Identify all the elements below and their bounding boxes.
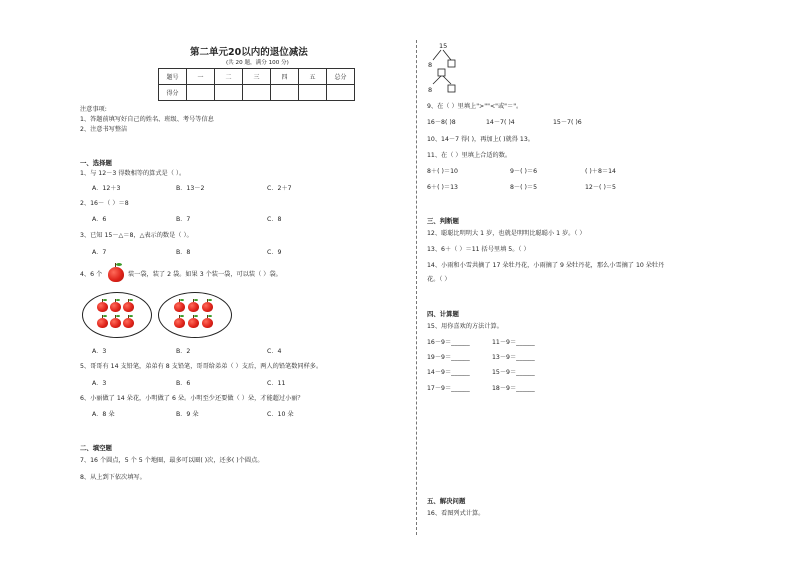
tree-left-number: 8: [428, 61, 433, 69]
option-c[interactable]: C．8: [267, 216, 282, 223]
calc-item[interactable]: 19－9＝______: [427, 354, 470, 361]
option-a[interactable]: A．12＋3: [92, 185, 121, 192]
calc-item[interactable]: 14－9＝______: [427, 369, 470, 376]
score-table-score-row: [159, 85, 355, 101]
answer-box: [448, 85, 455, 92]
notes-item: 2、注意书写整洁: [80, 126, 128, 133]
question-stem: 8、从上到下依次填写。: [80, 474, 146, 481]
page-title: 第二单元20以内的退位减法: [190, 47, 308, 58]
option-c[interactable]: C．4: [267, 348, 282, 355]
section-heading: 五、解决问题: [427, 497, 466, 505]
score-cell: 四: [271, 69, 299, 85]
option-a[interactable]: A．7: [92, 249, 107, 256]
apple-icon: [188, 318, 199, 328]
column-divider: [416, 40, 417, 535]
apple-icon: [123, 318, 134, 328]
score-cell: 总分: [327, 69, 355, 85]
question-stem[interactable]: 10、14－7 得( )，再加上( )就得 13。: [427, 136, 534, 143]
page-subtitle: (共 20 题，满分 100 分): [226, 60, 289, 66]
question-stem: 11、在（ ）里填上合适的数。: [427, 152, 512, 159]
number-tree-diagram: [425, 40, 465, 104]
fill-expression[interactable]: 15－7( )6: [553, 119, 582, 126]
score-cell: 得分: [159, 85, 187, 101]
question-stem: 6、小丽做了 14 朵花，小明做了 6 朵。小明至少还要做（ ）朵，才能超过小丽？: [80, 395, 304, 402]
fill-expression[interactable]: 16－8( )8: [427, 119, 456, 126]
score-input-cell[interactable]: [271, 85, 299, 101]
apple-icon: [110, 318, 121, 328]
score-input-cell[interactable]: [215, 85, 243, 101]
option-b[interactable]: B．8: [176, 249, 191, 256]
question-stem: 14、小雨和小雪共摘了 17 朵牡丹花，小雨摘了 9 朵牡丹花，那么小雪摘了 10 朵牡丹: [427, 262, 665, 269]
fill-expression[interactable]: 6＋( )＝13: [427, 184, 458, 191]
apple-icon: [108, 267, 124, 282]
question-stem: 3、已知 15－△＝8，△表示的数是（ ）。: [80, 232, 193, 239]
apple-icon: [123, 302, 134, 312]
calc-item[interactable]: 13－9＝______: [492, 354, 535, 361]
notes-heading: 注意事项:: [80, 106, 107, 113]
score-input-cell[interactable]: [327, 85, 355, 101]
score-table: [158, 68, 355, 101]
question-stem: 1、与 12－3 得数相等的算式是（ ）。: [80, 170, 186, 177]
question-stem: 5、哥哥有 14 支铅笔，弟弟有 8 支铅笔，哥哥给弟弟（ ）支后，两人的铅笔数同样多。: [80, 363, 323, 370]
score-table-header-row: [159, 69, 355, 85]
option-a[interactable]: A．3: [92, 348, 107, 355]
answer-box: [448, 60, 455, 67]
apple-icon: [188, 302, 199, 312]
score-cell: 一: [187, 69, 215, 85]
tree-top-number: 15: [439, 42, 448, 50]
apple-icon: [97, 318, 108, 328]
apple-icon: [174, 318, 185, 328]
calc-item[interactable]: 18－9＝______: [492, 385, 535, 392]
calc-item[interactable]: 11－9＝______: [492, 339, 535, 346]
option-b[interactable]: B．9 朵: [176, 411, 199, 418]
score-input-cell[interactable]: [243, 85, 271, 101]
fill-expression[interactable]: 8－( )＝5: [510, 184, 538, 191]
score-cell: 二: [215, 69, 243, 85]
score-cell: 五: [299, 69, 327, 85]
question-stem: 装一袋，装了 2 袋。如果 3 个装一袋，可以装（ ）袋。: [128, 271, 282, 278]
score-cell: 题号: [159, 69, 187, 85]
score-cell: 三: [243, 69, 271, 85]
calc-item[interactable]: 16－9＝______: [427, 339, 470, 346]
question-stem[interactable]: 花。（ ）: [427, 276, 451, 283]
question-stem: 16、看图列式计算。: [427, 510, 485, 517]
calc-item[interactable]: 15－9＝______: [492, 369, 535, 376]
section-heading: 二、填空题: [80, 444, 112, 452]
tree-left-number: 8: [428, 86, 433, 94]
answer-box: [438, 69, 445, 76]
calc-item[interactable]: 17－9＝______: [427, 385, 470, 392]
score-input-cell[interactable]: [187, 85, 215, 101]
question-stem[interactable]: 13、6＋（ ）＝11 括号里填 5。（ ）: [427, 246, 530, 253]
option-c[interactable]: C．9: [267, 249, 282, 256]
question-stem[interactable]: 12、聪聪比明明大 1 岁，也就是明明比聪聪小 1 岁。（ ）: [427, 230, 586, 237]
fill-expression[interactable]: 14－7( )4: [486, 119, 515, 126]
question-stem: 4、6 个: [80, 271, 103, 278]
apple-icon: [110, 302, 121, 312]
option-b[interactable]: B．13－2: [176, 185, 205, 192]
option-c[interactable]: C．11: [267, 380, 286, 387]
question-stem: 2、16－（ ）＝8: [80, 200, 129, 207]
option-b[interactable]: B．7: [176, 216, 191, 223]
fill-expression[interactable]: 8＋( )＝10: [427, 168, 458, 175]
apple-icon: [174, 302, 185, 312]
apple-icon: [202, 318, 213, 328]
apple-icon: [97, 302, 108, 312]
section-heading: 四、计算题: [427, 310, 459, 318]
fill-expression[interactable]: 12－( )＝5: [585, 184, 616, 191]
score-input-cell[interactable]: [299, 85, 327, 101]
option-c[interactable]: C．10 朵: [267, 411, 294, 418]
question-stem: 15、用你喜欢的方法计算。: [427, 323, 503, 330]
fill-expression[interactable]: ( )＋8＝14: [585, 168, 616, 175]
option-b[interactable]: B．2: [176, 348, 191, 355]
option-a[interactable]: A．6: [92, 216, 107, 223]
option-a[interactable]: A．8 朵: [92, 411, 115, 418]
fill-expression[interactable]: 9－( )＝6: [510, 168, 538, 175]
section-heading: 一、选择题: [80, 159, 112, 167]
section-heading: 三、判断题: [427, 217, 459, 225]
apple-icon: [202, 302, 213, 312]
option-b[interactable]: B．6: [176, 380, 191, 387]
question-stem: 9、在（ ）里填上">""<"或"＝"。: [427, 103, 523, 110]
notes-item: 1、答题前填写好自己的姓名、班级、考号等信息: [80, 116, 214, 123]
question-stem: 7、16 个圆点，5 个 5 个地圈，最多可以圈( )次，还多( )个圆点。: [80, 457, 264, 464]
option-c[interactable]: C．2＋7: [267, 185, 292, 192]
option-a[interactable]: A．3: [92, 380, 107, 387]
